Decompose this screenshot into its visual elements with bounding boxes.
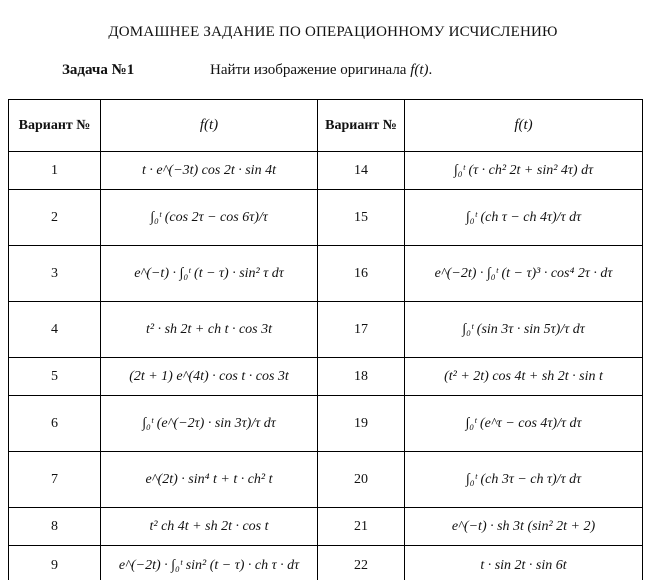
table-row	[9, 358, 643, 396]
variant-number: 19	[318, 396, 405, 452]
variant-number: 15	[318, 190, 405, 246]
task-description	[210, 62, 432, 79]
table-row	[9, 302, 643, 358]
variant-number: 8	[9, 508, 101, 546]
variant-number: 2	[9, 190, 101, 246]
document-title: ДОМАШНЕЕ ЗАДАНИЕ ПО ОПЕРАЦИОННОМУ ИСЧИСЛЕНИЮ	[108, 24, 558, 40]
variant-formula: e^(−t) · ∫₀ᵗ (t − τ) · sin² τ dτ	[101, 246, 318, 302]
variant-formula: e^(2t) · sin⁴ t + t · ch² t	[101, 452, 318, 508]
variant-number: 21	[318, 508, 405, 546]
variant-number: 22	[318, 546, 405, 580]
variants-table	[8, 99, 643, 580]
variant-formula: t² · sh 2t + ch t · cos 3t	[101, 302, 318, 358]
variant-number: 3	[9, 246, 101, 302]
variant-formula: (2t + 1) e^(4t) · cos t · cos 3t	[101, 358, 318, 396]
variant-formula: (t² + 2t) cos 4t + sh 2t · sin t	[405, 358, 643, 396]
table-row	[9, 152, 643, 190]
variant-number: 16	[318, 246, 405, 302]
task-function: f(t)	[410, 62, 429, 78]
variant-formula: ∫₀ᵗ (ch τ − ch 4τ)/τ dτ	[405, 190, 643, 246]
variant-formula: ∫₀ᵗ (cos 2τ − cos 6τ)/τ	[101, 190, 318, 246]
table-row	[9, 452, 643, 508]
table-row	[9, 546, 643, 580]
variant-formula: ∫₀ᵗ (sin 3τ · sin 5τ)/τ dτ	[405, 302, 643, 358]
task-label-text: Задача №1	[62, 62, 135, 78]
variant-formula: t · e^(−3t) cos 2t · sin 4t	[101, 152, 318, 190]
variant-formula: ∫₀ᵗ (e^τ − cos 4τ)/τ dτ	[405, 396, 643, 452]
variant-number: 14	[318, 152, 405, 190]
task-dot: .	[428, 62, 433, 78]
variant-number: 18	[318, 358, 405, 396]
header-variant-right: Вариант №	[318, 100, 405, 152]
variant-number: 1	[9, 152, 101, 190]
header-f-right: f(t)	[405, 100, 643, 152]
variant-number: 4	[9, 302, 101, 358]
variant-number: 6	[9, 396, 101, 452]
variant-formula: e^(−2t) · ∫₀ᵗ sin² (t − τ) · ch τ · dτ	[101, 546, 318, 580]
variant-number: 9	[9, 546, 101, 580]
variant-formula: ∫₀ᵗ (ch 3τ − ch τ)/τ dτ	[405, 452, 643, 508]
variant-formula: e^(−t) · sh 3t (sin² 2t + 2)	[405, 508, 643, 546]
table-row	[9, 190, 643, 246]
variant-number: 7	[9, 452, 101, 508]
variant-formula: t² ch 4t + sh 2t · cos t	[101, 508, 318, 546]
variant-number: 20	[318, 452, 405, 508]
variant-number: 17	[318, 302, 405, 358]
task-description-text: Найти изображение оригинала	[210, 62, 407, 78]
table-row	[9, 396, 643, 452]
variant-formula: ∫₀ᵗ (τ · ch² 2t + sin² 4τ) dτ	[405, 152, 643, 190]
header-variant-left: Вариант №	[9, 100, 101, 152]
table-row	[9, 246, 643, 302]
table-header-row	[9, 100, 643, 152]
variant-number: 5	[9, 358, 101, 396]
variant-formula: t · sin 2t · sin 6t	[405, 546, 643, 580]
variant-formula: ∫₀ᵗ (e^(−2τ) · sin 3τ)/τ dτ	[101, 396, 318, 452]
table-row	[9, 508, 643, 546]
task-label	[62, 62, 134, 79]
variant-formula: e^(−2t) · ∫₀ᵗ (t − τ)³ · cos⁴ 2τ · dτ	[405, 246, 643, 302]
header-f-left: f(t)	[101, 100, 318, 152]
